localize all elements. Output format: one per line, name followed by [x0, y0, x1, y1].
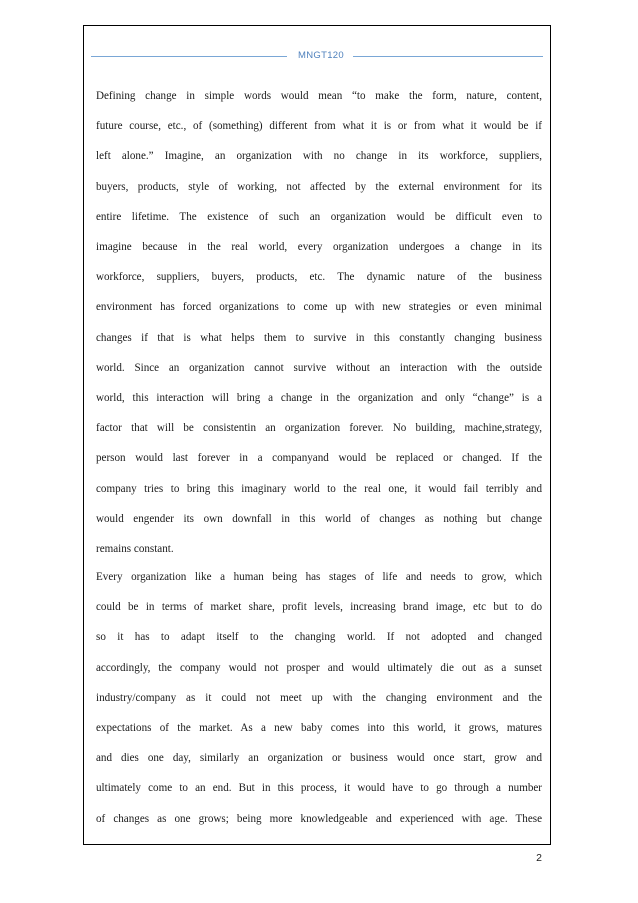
paragraph-1-line: remains constant. — [96, 543, 174, 555]
page-number: 2 — [536, 852, 542, 864]
paragraph-2-line: expectations of the market. As a new baby comes into this world, it grows, matures — [96, 722, 542, 734]
paragraph-1-line: entire lifetime. The existence of such an organization would be difficult even to — [96, 210, 542, 223]
paragraph-1-line: imagine because in the real world, every organization undergoes a change in its — [96, 241, 542, 253]
running-header — [91, 50, 543, 62]
paragraph-1-line: left alone.” Imagine, an organization with no change in its workforce, suppliers, — [96, 150, 542, 163]
paragraph-1-line: world. Since an organization cannot survive without an interaction with the outside — [96, 361, 542, 374]
paragraph-2-line: accordingly, the company would not prosper and would ultimately die out as a sunset — [96, 661, 542, 674]
paragraph-1-line: future course, etc., of (something) different from what it is or from what it would be if — [96, 120, 542, 133]
paragraph-2-line: industry/company as it could not meet up with the changing environment and the — [96, 691, 542, 704]
paragraph-2-line: so it has to adapt itself to the changing world. If not adopted and changed — [96, 631, 542, 644]
header-course-code: MNGT120 — [298, 50, 344, 61]
paragraph-2-line: could be in terms of market share, profit levels, increasing brand image, etc but to do — [96, 601, 542, 614]
paragraph-1-line: environment has forced organizations to come up with new strategies or even minimal — [96, 301, 542, 314]
paragraph-2-line: ultimately come to an end. But in this process, it would have to go through a number — [96, 782, 542, 795]
paragraph-2-line: and dies one day, similarly an organization or business would once start, grow and — [96, 752, 542, 765]
paragraph-2-line: of changes as one grows; being more knowledgeable and experienced with age. These — [96, 812, 542, 825]
paragraph-1-line: factor that will be consistentin an organization forever. No building, machine,strategy, — [96, 422, 542, 435]
header-rule-right — [353, 56, 543, 57]
header-rule-left — [91, 56, 287, 57]
paragraph-1-line: world, this interaction will bring a change in the organization and only “change” is a — [96, 392, 542, 404]
paragraph-1-line: workforce, suppliers, buyers, products, etc. The dynamic nature of the business — [96, 271, 542, 284]
paragraph-1-line: would engender its own downfall in this world of changes as nothing but change — [96, 512, 542, 525]
paragraph-1-line: changes if that is what helps them to survive in this constantly changing business — [96, 331, 542, 344]
paragraph-1-line: Defining change in simple words would mean “to make the form, nature, content, — [96, 90, 542, 102]
paragraph-2-line: Every organization like a human being has stages of life and needs to grow, which — [96, 571, 542, 583]
paragraph-1-line: company tries to bring this imaginary world to the real one, it would fail terribly and — [96, 482, 542, 495]
paragraph-1-line: person would last forever in a companyand would be replaced or changed. If the — [96, 452, 542, 465]
paragraph-1-line: buyers, products, style of working, not affected by the external environment for its — [96, 180, 542, 193]
